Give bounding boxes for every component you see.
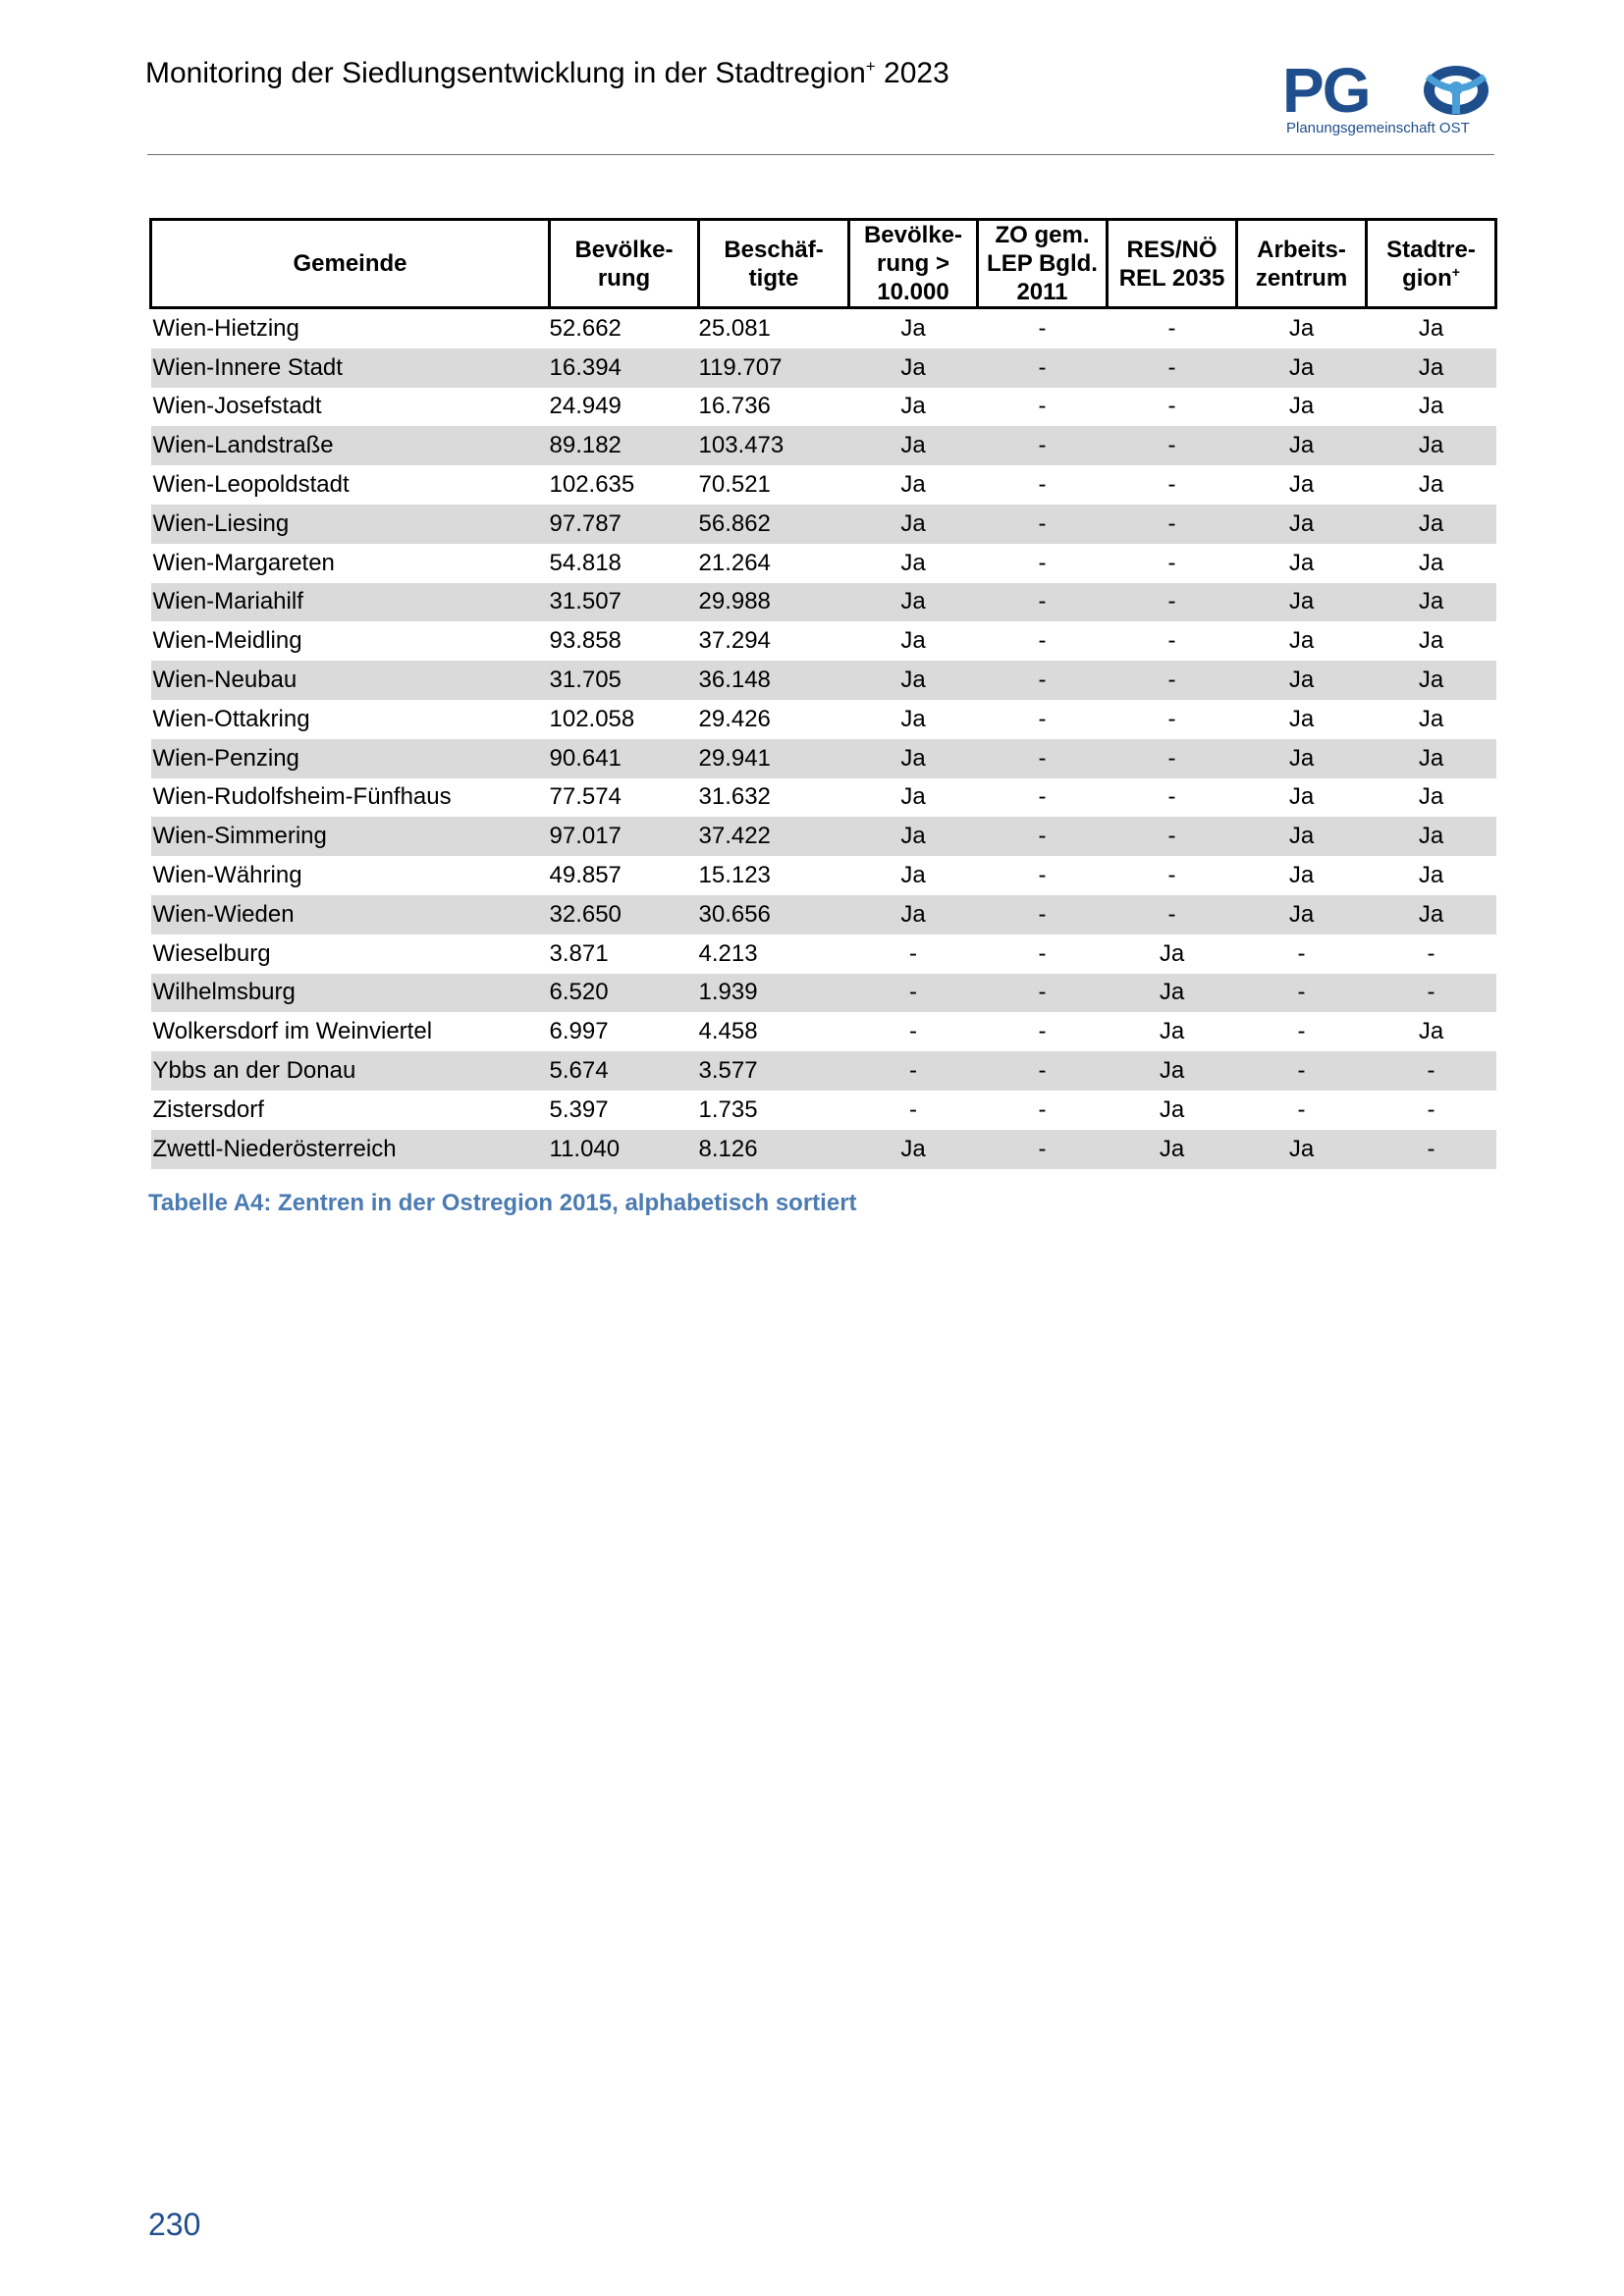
value-cell: Ja: [1237, 583, 1367, 622]
column-header-text: LEP Bgld.: [987, 250, 1098, 277]
column-header-line: [702, 264, 845, 293]
value-cell: Ja: [849, 426, 978, 465]
value-cell: -: [1038, 549, 1047, 576]
column-header-superscript: +: [1451, 263, 1460, 280]
value-cell: -: [1167, 705, 1176, 732]
table-row: [151, 505, 1496, 544]
value-cell: 119.707: [699, 348, 849, 388]
value-cell: 90.641: [550, 739, 699, 778]
column-header-line: [981, 249, 1104, 278]
value-cell: -: [1108, 426, 1237, 465]
column-header-line: [1240, 236, 1363, 264]
value-cell: 93.858: [549, 627, 622, 655]
value-cell: 4.213: [698, 939, 758, 967]
value-cell: Ja: [1237, 426, 1367, 465]
municipality-cell: Wilhelmsburg: [151, 974, 550, 1013]
table-row: [151, 778, 1496, 818]
value-cell: Ja: [1367, 583, 1496, 622]
value-cell: Ja: [1237, 505, 1367, 544]
value-cell: 31.507: [550, 583, 699, 622]
logo-letters: PG: [1282, 55, 1370, 126]
value-cell: 5.397: [549, 1095, 609, 1123]
value-cell: Ja: [900, 549, 926, 576]
value-cell: 97.017: [550, 817, 699, 856]
column-header: [699, 220, 849, 308]
value-cell: -: [1427, 939, 1435, 967]
value-cell: 97.787: [550, 505, 699, 544]
value-cell: Ja: [849, 661, 978, 700]
municipality-cell: Zwettl-Niederösterreich: [151, 1130, 550, 1169]
column-header-text: RES/NÖ: [1126, 236, 1218, 263]
value-cell: -: [978, 817, 1108, 856]
value-cell: Ja: [1418, 314, 1444, 342]
value-cell: -: [1108, 583, 1237, 622]
value-cell: 15.123: [698, 862, 771, 889]
value-cell: -: [849, 1051, 978, 1091]
value-cell: Ja: [1418, 783, 1444, 811]
table-header-row: [151, 220, 1496, 308]
header-title-year: 2023: [875, 57, 949, 89]
table-row: [151, 544, 1496, 583]
column-header-text: ZO gem.: [995, 222, 1090, 248]
value-cell: Ja: [1367, 895, 1496, 934]
value-cell: Ja: [1237, 895, 1367, 934]
table-row: [151, 895, 1496, 934]
municipality-cell: Wien-Simmering: [151, 817, 550, 856]
table-row: [151, 856, 1496, 895]
value-cell: 1.939: [699, 974, 849, 1013]
municipality-cell: Wien-Leopoldstadt: [152, 471, 350, 499]
value-cell: -: [1108, 348, 1237, 388]
value-cell: 52.662: [549, 314, 622, 342]
municipality-cell: Wien-Ottakring: [152, 705, 310, 732]
column-header: [1108, 220, 1237, 308]
value-cell: Ja: [1418, 627, 1444, 655]
value-cell: Ja: [1108, 1130, 1237, 1169]
table-row: [151, 388, 1496, 427]
value-cell: 1.735: [698, 1095, 758, 1123]
value-cell: Ja: [1288, 549, 1315, 576]
header-divider: [147, 154, 1494, 155]
value-cell: -: [1237, 974, 1367, 1013]
value-cell: 29.941: [699, 739, 849, 778]
column-header-text: Arbeits-: [1257, 236, 1346, 263]
municipality-cell: Wien-Meidling: [152, 627, 302, 655]
value-cell: -: [978, 505, 1108, 544]
table-body: [151, 308, 1496, 1169]
table-row: [151, 426, 1496, 465]
value-cell: Ja: [849, 1130, 978, 1169]
value-cell: -: [849, 974, 978, 1013]
value-cell: Ja: [849, 505, 978, 544]
value-cell: -: [1297, 1018, 1306, 1045]
value-cell: 37.294: [698, 627, 771, 655]
value-cell: Ja: [1288, 862, 1315, 889]
value-cell: -: [1038, 627, 1047, 655]
column-header-line: [154, 249, 546, 278]
value-cell: -: [1167, 783, 1176, 811]
value-cell: -: [1167, 471, 1176, 499]
table-row: [151, 1012, 1496, 1051]
value-cell: Ja: [849, 583, 978, 622]
value-cell: -: [1297, 939, 1306, 967]
column-header: [978, 220, 1108, 308]
value-cell: Ja: [1418, 393, 1444, 420]
column-header-line: [852, 221, 974, 249]
value-cell: Ja: [1108, 1051, 1237, 1091]
column-header-text: gion: [1402, 264, 1452, 292]
table-row: [151, 465, 1496, 505]
value-cell: Ja: [1367, 505, 1496, 544]
column-header-text: tigte: [748, 264, 799, 292]
column-header-line: [1110, 264, 1233, 293]
municipality-cell: Wien-Wieden: [151, 895, 550, 934]
value-cell: 36.148: [699, 661, 849, 700]
column-header: [1367, 220, 1496, 308]
column-header-text: 10.000: [877, 279, 949, 305]
value-cell: 4.458: [698, 1018, 758, 1045]
municipality-cell: Wien-Hietzing: [152, 314, 299, 342]
value-cell: -: [1038, 705, 1047, 732]
municipality-cell: Zistersdorf: [152, 1095, 264, 1123]
municipality-cell: Wien-Liesing: [151, 505, 550, 544]
value-cell: Ja: [900, 705, 926, 732]
value-cell: -: [978, 895, 1108, 934]
column-header-line: [852, 249, 974, 278]
table-row: [151, 621, 1496, 661]
value-cell: -: [1038, 471, 1047, 499]
value-cell: 24.949: [549, 393, 622, 420]
column-header-line: [981, 221, 1104, 249]
municipality-cell: Wolkersdorf im Weinviertel: [152, 1018, 433, 1045]
value-cell: 6.520: [550, 974, 699, 1013]
value-cell: Ja: [900, 393, 926, 420]
table-row: [151, 817, 1496, 856]
table-row: [151, 974, 1496, 1013]
header-title-text: Monitoring der Siedlungsentwicklung in der Stadtregion: [145, 57, 866, 89]
value-cell: Ja: [1288, 783, 1315, 811]
value-cell: Ja: [900, 314, 926, 342]
value-cell: Ja: [1108, 974, 1237, 1013]
value-cell: 31.705: [550, 661, 699, 700]
value-cell: -: [1038, 393, 1047, 420]
value-cell: 56.862: [699, 505, 849, 544]
pgo-logo: [1282, 55, 1494, 139]
column-header-text: Bevölke-: [863, 222, 963, 248]
logo-steering-wheel-icon: [1420, 61, 1492, 120]
value-cell: Ja: [1288, 393, 1315, 420]
value-cell: -: [1167, 393, 1176, 420]
value-cell: 29.988: [699, 583, 849, 622]
value-cell: Ja: [1288, 627, 1315, 655]
value-cell: -: [1108, 739, 1237, 778]
municipality-cell: Wien-Josefstadt: [152, 393, 322, 420]
table-row: [151, 700, 1496, 739]
value-cell: -: [978, 739, 1108, 778]
value-cell: -: [1108, 661, 1237, 700]
value-cell: -: [1038, 939, 1047, 967]
value-cell: 31.632: [698, 783, 771, 811]
column-header-line: [852, 278, 974, 306]
table-row: [151, 348, 1496, 388]
municipality-cell: Wien-Landstraße: [151, 426, 550, 465]
column-header: [1237, 220, 1367, 308]
value-cell: 16.394: [550, 348, 699, 388]
value-cell: Ja: [849, 739, 978, 778]
value-cell: -: [978, 1051, 1108, 1091]
value-cell: 77.574: [549, 783, 622, 811]
table-row: [151, 1130, 1496, 1169]
value-cell: -: [1108, 895, 1237, 934]
logo-subtitle: Planungsgemeinschaft OST: [1286, 120, 1470, 136]
column-header: [550, 220, 699, 308]
value-cell: -: [1038, 783, 1047, 811]
value-cell: 3.577: [699, 1051, 849, 1091]
value-cell: -: [909, 1095, 917, 1123]
value-cell: 54.818: [549, 549, 622, 576]
centres-table: [149, 218, 1497, 1169]
municipality-cell: Wien-Rudolfsheim-Fünfhaus: [152, 783, 452, 811]
value-cell: 89.182: [550, 426, 699, 465]
table-row: [151, 583, 1496, 622]
value-cell: Ja: [900, 783, 926, 811]
municipality-cell: Wien-Neubau: [151, 661, 550, 700]
value-cell: -: [978, 348, 1108, 388]
value-cell: Ja: [1418, 549, 1444, 576]
column-header: [151, 220, 550, 308]
value-cell: Ja: [849, 895, 978, 934]
value-cell: Ja: [1237, 817, 1367, 856]
column-header-line: [981, 278, 1104, 306]
value-cell: -: [978, 1130, 1108, 1169]
value-cell: 16.736: [698, 393, 771, 420]
table-row: [151, 1051, 1496, 1091]
value-cell: -: [1167, 627, 1176, 655]
value-cell: 102.058: [549, 705, 635, 732]
value-cell: Ja: [849, 817, 978, 856]
column-header-text: 2011: [1016, 279, 1068, 305]
value-cell: 32.650: [550, 895, 699, 934]
value-cell: -: [978, 583, 1108, 622]
value-cell: Ja: [1159, 1095, 1185, 1123]
value-cell: -: [909, 939, 917, 967]
value-cell: -: [1237, 1051, 1367, 1091]
value-cell: 11.040: [550, 1130, 699, 1169]
value-cell: Ja: [1288, 705, 1315, 732]
value-cell: Ja: [1418, 862, 1444, 889]
value-cell: 6.997: [549, 1018, 609, 1045]
value-cell: 70.521: [698, 471, 771, 499]
table-row: [151, 308, 1496, 348]
municipality-cell: Wieselburg: [152, 939, 271, 967]
column-header-text: Beschäf-: [724, 236, 824, 263]
column-header-text: Gemeinde: [293, 250, 407, 277]
table-row: [151, 934, 1496, 974]
value-cell: Ja: [1367, 817, 1496, 856]
value-cell: Ja: [900, 627, 926, 655]
document-header-title: [145, 57, 949, 90]
column-header-text: REL 2035: [1118, 264, 1225, 292]
value-cell: Ja: [1288, 314, 1315, 342]
value-cell: 49.857: [549, 862, 622, 889]
value-cell: Ja: [900, 471, 926, 499]
municipality-cell: Wien-Mariahilf: [151, 583, 550, 622]
column-header-line: [553, 236, 695, 264]
value-cell: -: [1108, 817, 1237, 856]
column-header-line: [702, 236, 845, 264]
column-header-text: zentrum: [1255, 264, 1348, 292]
value-cell: Ja: [1237, 739, 1367, 778]
value-cell: -: [978, 661, 1108, 700]
value-cell: -: [1167, 314, 1176, 342]
column-header-line: [553, 264, 695, 293]
value-cell: -: [1427, 1095, 1435, 1123]
value-cell: -: [978, 426, 1108, 465]
municipality-cell: Wien-Margareten: [152, 549, 335, 576]
value-cell: -: [1038, 862, 1047, 889]
column-header-text: Bevölke-: [574, 236, 674, 263]
municipality-cell: Ybbs an der Donau: [151, 1051, 550, 1091]
value-cell: Ja: [1367, 426, 1496, 465]
value-cell: -: [978, 974, 1108, 1013]
column-header-text: rung: [597, 264, 651, 292]
value-cell: Ja: [1159, 1018, 1185, 1045]
value-cell: Ja: [900, 862, 926, 889]
value-cell: -: [1367, 974, 1496, 1013]
value-cell: 21.264: [698, 549, 771, 576]
value-cell: -: [1297, 1095, 1306, 1123]
value-cell: 29.426: [698, 705, 771, 732]
column-header-line: [1110, 236, 1233, 264]
value-cell: Ja: [849, 348, 978, 388]
municipality-cell: Wien-Innere Stadt: [151, 348, 550, 388]
municipality-cell: Wien-Währing: [152, 862, 302, 889]
header-title-superscript: +: [865, 57, 876, 76]
value-cell: -: [1367, 1051, 1496, 1091]
table-row: [151, 739, 1496, 778]
value-cell: -: [1167, 862, 1176, 889]
value-cell: -: [1038, 314, 1047, 342]
value-cell: 5.674: [550, 1051, 699, 1091]
value-cell: Ja: [1237, 348, 1367, 388]
value-cell: Ja: [1159, 939, 1185, 967]
value-cell: 30.656: [699, 895, 849, 934]
value-cell: 3.871: [549, 939, 609, 967]
value-cell: Ja: [1367, 661, 1496, 700]
column-header-text: rung >: [876, 250, 949, 277]
column-header-line: [1370, 236, 1492, 264]
table-row: [151, 1091, 1496, 1130]
value-cell: Ja: [1418, 705, 1444, 732]
value-cell: -: [1367, 1130, 1496, 1169]
page-number: 230: [148, 2207, 201, 2242]
value-cell: -: [1167, 549, 1176, 576]
value-cell: Ja: [1367, 348, 1496, 388]
value-cell: -: [1038, 1095, 1047, 1123]
value-cell: 103.473: [699, 426, 849, 465]
value-cell: Ja: [1418, 471, 1444, 499]
value-cell: -: [1038, 1018, 1047, 1045]
column-header-text: Stadtre-: [1386, 236, 1476, 263]
value-cell: 37.422: [699, 817, 849, 856]
value-cell: 8.126: [699, 1130, 849, 1169]
value-cell: 102.635: [549, 471, 635, 499]
value-cell: -: [909, 1018, 917, 1045]
value-cell: Ja: [1367, 739, 1496, 778]
value-cell: Ja: [1288, 471, 1315, 499]
municipality-cell: Wien-Penzing: [151, 739, 550, 778]
value-cell: 25.081: [698, 314, 771, 342]
column-header: [849, 220, 978, 308]
column-header-line: [1240, 264, 1363, 293]
table-row: [151, 661, 1496, 700]
value-cell: Ja: [1418, 1018, 1444, 1045]
value-cell: Ja: [1237, 1130, 1367, 1169]
table-caption: Tabelle A4: Zentren in der Ostregion 2015, alphabetisch sortiert: [148, 1190, 857, 1216]
value-cell: Ja: [1237, 661, 1367, 700]
column-header-line: [1370, 264, 1492, 293]
value-cell: -: [1108, 505, 1237, 544]
